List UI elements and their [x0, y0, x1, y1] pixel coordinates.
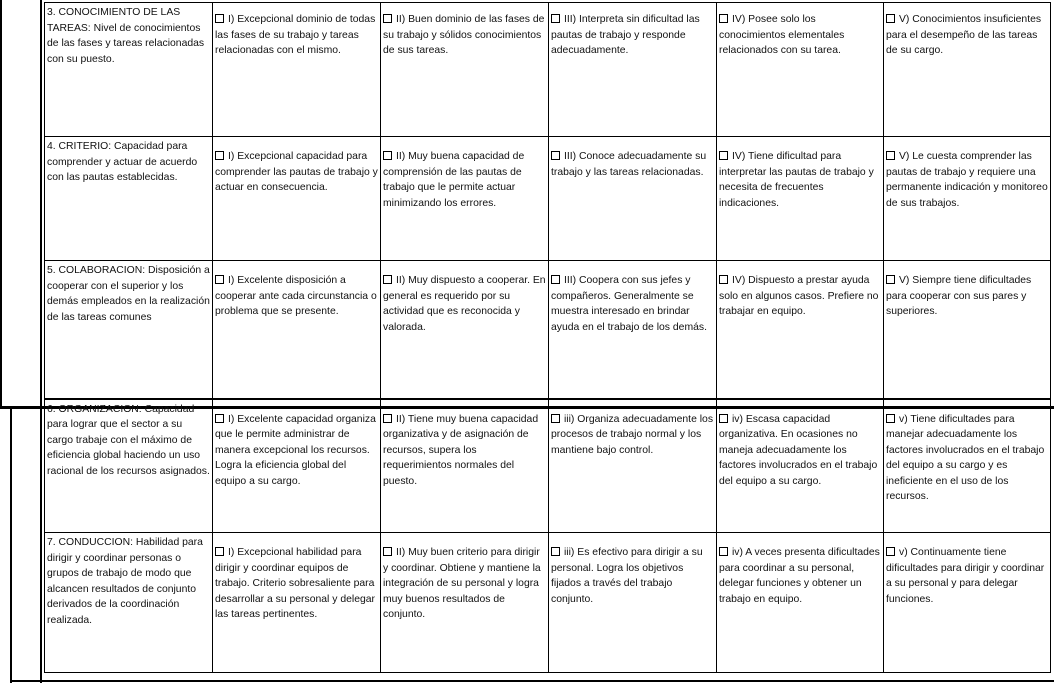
level-option-text: II) Muy buena capacidad de comprensión de las pautas de trabajo que le permite actuar minimizando los errores.	[383, 151, 525, 209]
level-option-text: V) Conocimientos insuficientes para el desempeño de las tareas de su cargo.	[886, 14, 1042, 57]
criterion-cell: 5. COLABORACION: Disposición a cooperar con el superior y los demás empleados en la realización de las tareas comunes	[45, 261, 213, 399]
level-option-cell[interactable]	[549, 533, 717, 673]
checkbox-icon[interactable]	[719, 151, 728, 160]
level-option-text: III) Coopera con sus jefes y compañeros. Generalmente se muestra interesado en brindar ayuda en el trabajo de los demás.	[551, 275, 707, 333]
level-option-text: I) Excepcional capacidad para comprender las pautas de trabajo y actuar en consecuencia.	[215, 151, 378, 194]
checkbox-icon[interactable]	[551, 151, 560, 160]
criterion-row	[45, 399, 1051, 533]
checkbox-icon[interactable]	[886, 14, 895, 23]
level-option-cell[interactable]	[884, 137, 1051, 261]
left-border-line-lower	[10, 408, 12, 683]
left-border-line	[0, 0, 2, 408]
criterion-cell: 4. CRITERIO: Capacidad para comprender y actuar de acuerdo con las pautas establecidas.	[45, 137, 213, 261]
bottom-border-line	[10, 680, 1054, 682]
level-option-cell[interactable]	[884, 533, 1051, 673]
criterion-row	[45, 261, 1051, 399]
checkbox-icon[interactable]	[383, 547, 392, 556]
checkbox-icon[interactable]	[215, 14, 224, 23]
checkbox-icon[interactable]	[719, 275, 728, 284]
level-option-cell[interactable]	[213, 399, 381, 533]
checkbox-icon[interactable]	[215, 151, 224, 160]
criterion-row	[45, 3, 1051, 137]
checkbox-icon[interactable]	[719, 547, 728, 556]
level-option-text: I) Excepcional habilidad para dirigir y coordinar equipos de trabajo. Criterio sobresaliente para desarrollar a su personal y delegar las tareas pertinentes.	[215, 547, 375, 621]
checkbox-icon[interactable]	[719, 414, 728, 423]
checkbox-icon[interactable]	[886, 547, 895, 556]
level-option-cell[interactable]	[381, 3, 549, 137]
level-option-text: V) Siempre tiene dificultades para cooperar con sus pares y superiores.	[886, 275, 1032, 318]
checkbox-icon[interactable]	[886, 414, 895, 423]
level-option-cell[interactable]	[549, 3, 717, 137]
level-option-text: IV) Dispuesto a prestar ayuda solo en algunos casos. Prefiere no trabajar en equipo.	[719, 275, 879, 318]
checkbox-icon[interactable]	[215, 547, 224, 556]
level-option-text: iii) Es efectivo para dirigir a su personal. Logra los objetivos fijados a través del trabajo conjunto.	[551, 547, 703, 605]
inner-margin-line	[40, 0, 42, 683]
level-option-cell[interactable]	[717, 3, 884, 137]
checkbox-icon[interactable]	[383, 275, 392, 284]
level-option-cell[interactable]	[884, 3, 1051, 137]
level-option-text: II) Muy buen criterio para dirigir y coordinar. Obtiene y mantiene la integración de su personal y logra muy buenos resultados de conjunto.	[383, 547, 541, 621]
level-option-text: II) Buen dominio de las fases de su trabajo y sólidos conocimientos de sus tareas.	[383, 14, 545, 57]
level-option-cell[interactable]	[717, 137, 884, 261]
level-option-text: V) Le cuesta comprender las pautas de trabajo y requiere una permanente indicación y monitoreo de sus trabajos.	[886, 151, 1048, 209]
criterion-row	[45, 137, 1051, 261]
level-option-text: I) Excepcional dominio de todas las fases de su trabajo y tareas relacionadas con el mismo.	[215, 14, 376, 57]
checkbox-icon[interactable]	[215, 414, 224, 423]
level-option-cell[interactable]	[717, 399, 884, 533]
level-option-text: III) Conoce adecuadamente su trabajo y las tareas relacionadas.	[551, 151, 707, 178]
checkbox-icon[interactable]	[719, 14, 728, 23]
level-option-cell[interactable]	[213, 261, 381, 399]
level-option-text: iv) Escasa capacidad organizativa. En ocasiones no maneja adecuadamente los factores involucrados en el trabajo del equipo a su cargo.	[719, 413, 878, 487]
checkbox-icon[interactable]	[215, 275, 224, 284]
checkbox-icon[interactable]	[551, 14, 560, 23]
checkbox-icon[interactable]	[551, 547, 560, 556]
level-option-text: II) Muy dispuesto a cooperar. En general es requerido por su actividad que es reconocida y valorada.	[383, 275, 546, 333]
level-option-cell[interactable]	[717, 261, 884, 399]
level-option-text: v) Continuamente tiene dificultades para dirigir y coordinar a su personal y para delegar funciones.	[886, 547, 1045, 605]
level-option-cell[interactable]	[381, 261, 549, 399]
level-option-cell[interactable]	[213, 3, 381, 137]
level-option-cell[interactable]	[549, 399, 717, 533]
level-option-text: IV) Tiene dificultad para interpretar las pautas de trabajo y necesita de frecuentes indicaciones.	[719, 151, 874, 209]
level-option-cell[interactable]	[381, 137, 549, 261]
checkbox-icon[interactable]	[383, 414, 392, 423]
level-option-text: iii) Organiza adecuadamente los procesos de trabajo normal y los mantiene bajo control.	[551, 413, 714, 456]
checkbox-icon[interactable]	[383, 151, 392, 160]
checkbox-icon[interactable]	[886, 275, 895, 284]
level-option-text: v) Tiene dificultades para manejar adecuadamente los factores involucrados en el trabajo del equipo a su cargo y es ineficiente en el uso de los recursos.	[886, 413, 1045, 503]
level-option-cell[interactable]	[549, 261, 717, 399]
checkbox-icon[interactable]	[886, 151, 895, 160]
checkbox-icon[interactable]	[551, 414, 560, 423]
evaluation-table	[44, 2, 1051, 673]
level-option-cell[interactable]	[717, 533, 884, 673]
level-option-cell[interactable]	[213, 137, 381, 261]
criterion-cell: 3. CONOCIMIENTO DE LAS TAREAS: Nivel de conocimientos de las fases y tareas relacionadas con su puesto.	[45, 3, 213, 137]
level-option-cell[interactable]	[884, 399, 1051, 533]
level-option-cell[interactable]	[549, 137, 717, 261]
level-option-text: I) Excelente disposición a cooperar ante cada circunstancia o problema que se presente.	[215, 275, 377, 318]
criterion-cell: 7. CONDUCCION: Habilidad para dirigir y coordinar personas o grupos de trabajo de modo que alcancen resultados de conjunto derivados de la coordinación realizada.	[45, 533, 213, 673]
level-option-cell[interactable]	[213, 533, 381, 673]
level-option-text: IV) Posee solo los conocimientos elementales relacionados con su tarea.	[719, 14, 845, 57]
checkbox-icon[interactable]	[383, 14, 392, 23]
level-option-text: III) Interpreta sin dificultad las pautas de trabajo y responde adecuadamente.	[551, 14, 700, 57]
level-option-cell[interactable]	[381, 533, 549, 673]
level-option-cell[interactable]	[884, 261, 1051, 399]
level-option-text: iv) A veces presenta dificultades para coordinar a su personal, delegar funciones y obtener un trabajo en equipo.	[719, 547, 880, 605]
criterion-cell: 6. ORGANIZACION: Capacidad para lograr que el sector a su cargo trabaje con el máximo de eficiencia global haciendo un uso racional de los recursos asignados.	[45, 399, 213, 533]
level-option-text: II) Tiene muy buena capacidad organizativa y de asignación de recursos, supera los requerimientos normales del puesto.	[383, 413, 539, 487]
checkbox-icon[interactable]	[551, 275, 560, 284]
level-option-cell[interactable]	[381, 399, 549, 533]
level-option-text: I) Excelente capacidad organiza que le permite administrar de manera excepcional los recursos. Logra la eficiencia global del equipo a su cargo.	[215, 413, 376, 487]
criterion-row	[45, 533, 1051, 673]
